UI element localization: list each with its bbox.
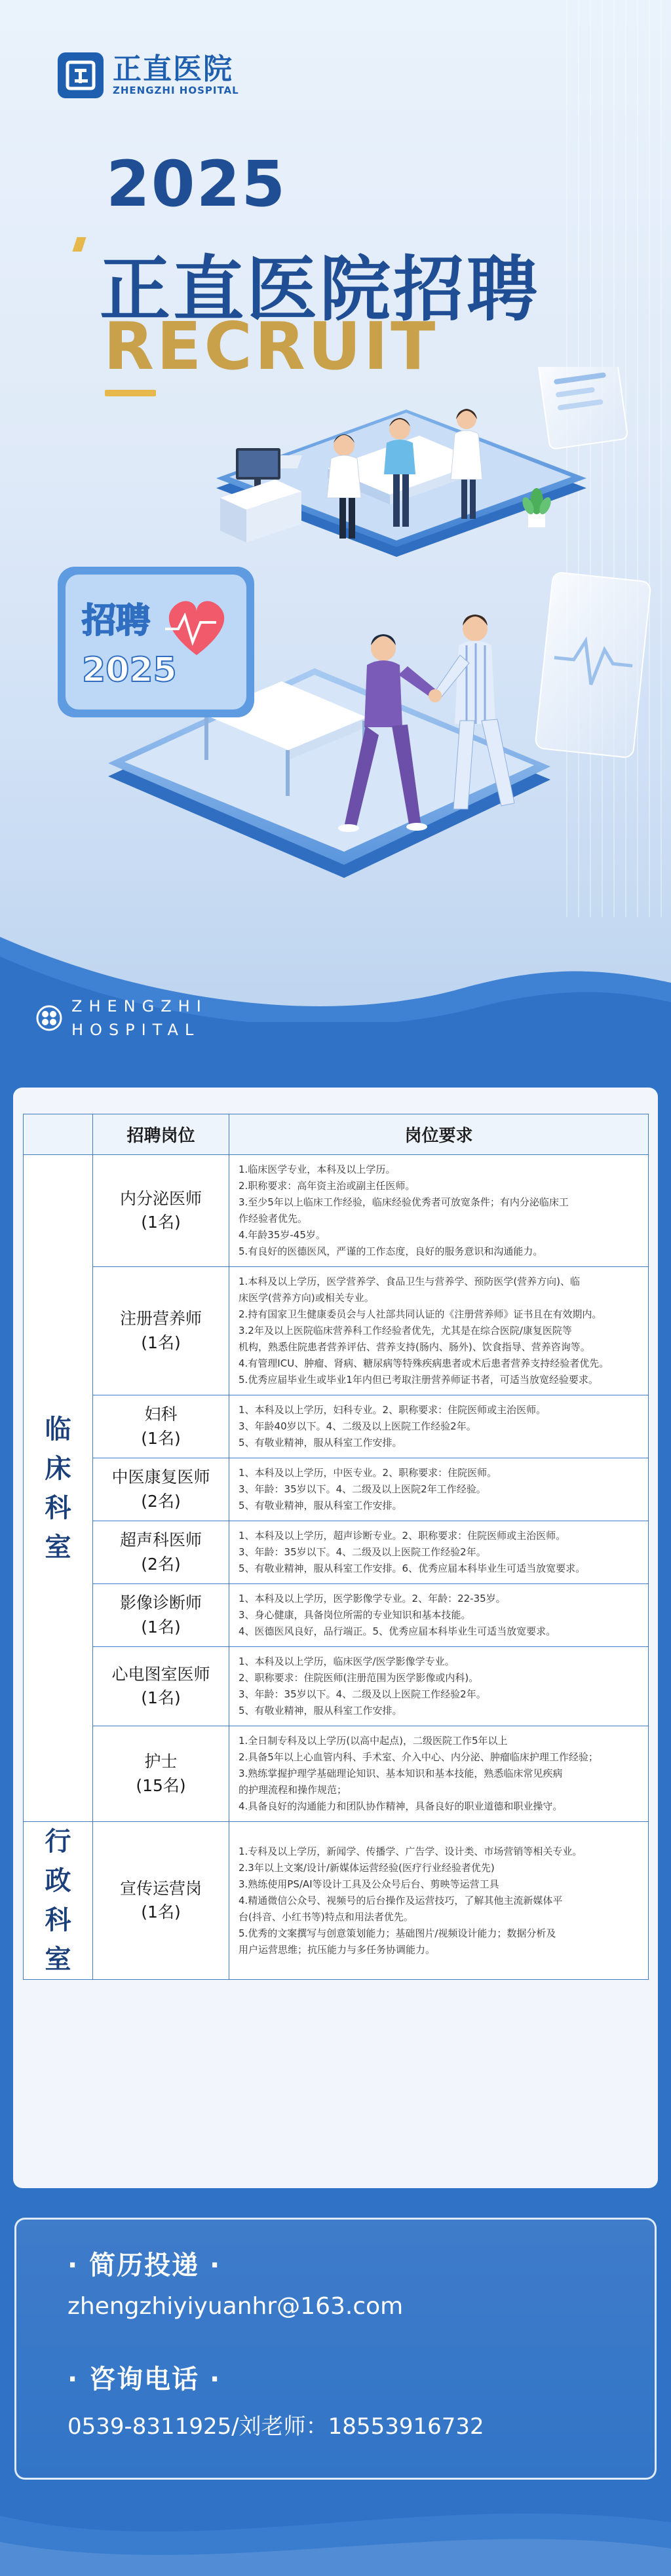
requirements-cell bbox=[229, 1822, 649, 1980]
requirements-cell bbox=[229, 1647, 649, 1726]
page-title-en: RECRUIT bbox=[104, 308, 438, 385]
table-header-row bbox=[24, 1114, 649, 1155]
requirement-line: 床医学(营养方向)或相关专业。 bbox=[239, 1292, 374, 1304]
requirement-line: 用户运营思维；抗压能力与多任务协调能力。 bbox=[239, 1943, 436, 1956]
position-title: 影像诊断师 bbox=[119, 1593, 202, 1613]
requirement-line: 5、有敬业精神，服从科室工作安排。 bbox=[239, 1705, 402, 1716]
ecg-card bbox=[535, 572, 651, 758]
hospital-name-cn: 正直医院 bbox=[113, 52, 233, 86]
position-count: (1名) bbox=[141, 1617, 181, 1637]
requirement-line: 5、有敬业精神，服从科室工作安排。 bbox=[239, 1500, 402, 1511]
job-table-body bbox=[24, 1155, 649, 1980]
position-count: (1名) bbox=[141, 1333, 181, 1352]
requirement-line: 1.临床医学专业，本科及以上学历。 bbox=[239, 1164, 396, 1175]
hospital-mark bbox=[36, 994, 208, 1042]
consultation-platform bbox=[216, 409, 586, 557]
requirement-line: 的护理流程和操作规范； bbox=[239, 1784, 347, 1796]
requirement-line: 2.3年以上文案/设计/新媒体运营经验(医疗行业经验者优先) bbox=[239, 1861, 495, 1874]
requirement-line: 1、本科及以上学历，超声诊断专业。2、职称要求：住院医师或主治医师。 bbox=[239, 1530, 566, 1542]
table-row bbox=[24, 1267, 649, 1395]
position-count: (2名) bbox=[141, 1491, 181, 1511]
position-title: 内分泌医师 bbox=[119, 1188, 202, 1208]
requirement-line: 5.优秀应届毕业生或毕业1年内但已考取注册营养师证书者，可适当放宽经验要求。 bbox=[239, 1374, 598, 1386]
requirement-line: 1、本科及以上学历，医学影像学专业。2、年龄：22-35岁。 bbox=[239, 1593, 506, 1604]
hospital-name-en: ZHENGZHI HOSPITAL bbox=[113, 85, 239, 97]
position-title: 护士 bbox=[144, 1752, 178, 1771]
requirement-line: 1、本科及以上学历，中医专业。2、职称要求：住院医师。 bbox=[239, 1467, 497, 1479]
recruit-year: 2025 bbox=[106, 147, 287, 221]
requirement-line: 3.至少5年以上临床工作经验，临床经验优秀者可放宽条件；有内分泌临床工 bbox=[239, 1196, 569, 1208]
requirement-line: 台(抖音、小红书等)特点和用法者优先。 bbox=[239, 1910, 413, 1923]
requirement-line: 3.熟练使用PS/AI等设计工具及公众号后台、剪映等运营工具 bbox=[239, 1878, 499, 1890]
header-requirements: 岗位要求 bbox=[229, 1114, 649, 1155]
requirement-line: 3、年龄40岁以下。4、二级及以上医院工作经验2年。 bbox=[239, 1420, 476, 1432]
requirement-line: 3.2年及以上医院临床营养科工作经验者优先，尤其是在综合医院/康复医院等 bbox=[239, 1325, 572, 1336]
header-position: 招聘岗位 bbox=[93, 1114, 229, 1155]
requirements-cell bbox=[229, 1521, 649, 1584]
hospital-mark-line2: HOSPITAL bbox=[71, 1021, 201, 1039]
gold-accent-mark bbox=[72, 237, 86, 252]
position-title: 超声科医师 bbox=[119, 1530, 202, 1550]
requirement-line: 2.具备5年以上心血管内科、手术室、介入中心、内分泌、肿瘤临床护理工作经验； bbox=[239, 1751, 598, 1763]
table-row bbox=[24, 1647, 649, 1726]
table-row bbox=[24, 1521, 649, 1584]
position-cell bbox=[93, 1155, 229, 1267]
position-count: (15名) bbox=[136, 1775, 186, 1795]
requirements-cell bbox=[229, 1267, 649, 1395]
requirement-line: 3、身心健康，具备岗位所需的专业知识和基本技能。 bbox=[239, 1609, 471, 1621]
phone-label: · 咨询电话 · bbox=[67, 2364, 221, 2395]
department-cell: 临床科室 bbox=[24, 1155, 93, 1822]
hospital-mark-line1: ZHENGZHI bbox=[71, 997, 208, 1015]
position-cell bbox=[93, 1647, 229, 1726]
requirement-line: 1.本科及以上学历，医学营养学、食品卫生与营养学、预防医学(营养方向)、临 bbox=[239, 1276, 581, 1287]
requirement-line: 4.具备良好的沟通能力和团队协作精神，具备良好的职业道德和职业操守。 bbox=[239, 1800, 563, 1812]
requirements-cell bbox=[229, 1726, 649, 1822]
requirement-line: 机构，熟悉住院患者营养评估、营养支持(肠内、肠外)、饮食指导、营养咨询等。 bbox=[239, 1341, 590, 1353]
hospital-illustration bbox=[0, 367, 671, 957]
table-row bbox=[24, 1584, 649, 1647]
contact-email[interactable]: zhengzhiyiyuanhr@163.com bbox=[67, 2293, 404, 2320]
footer-wave bbox=[0, 2490, 671, 2576]
hospital-cross-icon bbox=[36, 1005, 62, 1031]
table-row bbox=[24, 1395, 649, 1458]
requirement-line: 5、有敬业精神，服从科室工作安排。 bbox=[239, 1437, 402, 1449]
requirements-cell bbox=[229, 1584, 649, 1647]
requirement-line: 1.专科及以上学历，新闻学、传播学、广告学、设计类、市场营销等相关专业。 bbox=[239, 1845, 583, 1857]
department-cell: 行政科室 bbox=[24, 1822, 93, 1980]
table-row bbox=[24, 1822, 649, 1980]
requirement-line: 4、医德医风良好，品行端正。5、优秀应届本科毕业生可适当放宽要求。 bbox=[239, 1625, 556, 1637]
requirements-cell bbox=[229, 1458, 649, 1521]
requirement-line: 3.熟练掌握护理学基础理论知识、基本知识和基本技能，熟悉临床常见疾病 bbox=[239, 1768, 563, 1779]
recruit-sign bbox=[58, 567, 254, 717]
position-cell bbox=[93, 1267, 229, 1395]
position-count: (1名) bbox=[141, 1688, 181, 1707]
hero-section bbox=[0, 0, 671, 1022]
requirement-line: 1、本科及以上学历，妇科专业。2、职称要求：住院医师或主治医师。 bbox=[239, 1404, 546, 1416]
requirement-line: 3、年龄：35岁以下。4、二级及以上医院工作经验2年。 bbox=[239, 1546, 486, 1558]
requirement-line: 2、职称要求：住院医师(注册范围为医学影像或内科)。 bbox=[239, 1672, 479, 1684]
sign-text-cn: 招聘 bbox=[82, 601, 151, 641]
table-row bbox=[24, 1726, 649, 1822]
requirement-line: 2.持有国家卫生健康委员会与人社部共同认证的《注册营养师》证书且在有效期内。 bbox=[239, 1308, 602, 1320]
requirement-line: 5.优秀的文案撰写与创意策划能力；基础图片/视频设计能力；数据分析及 bbox=[239, 1927, 556, 1939]
hospital-logo bbox=[58, 52, 239, 98]
requirement-line: 5.有良好的医德医风，严谨的工作态度，良好的服务意识和沟通能力。 bbox=[239, 1245, 543, 1257]
position-title: 心电图室医师 bbox=[111, 1664, 210, 1684]
position-cell bbox=[93, 1584, 229, 1647]
table-row bbox=[24, 1155, 649, 1267]
requirement-line: 作经验者优先。 bbox=[239, 1213, 308, 1224]
position-cell bbox=[93, 1458, 229, 1521]
document-card bbox=[538, 367, 628, 449]
contact-phone[interactable]: 0539-8311925/刘老师：18553916732 bbox=[67, 2414, 484, 2440]
position-count: (2名) bbox=[141, 1554, 181, 1574]
page-title: 正直医院招聘 bbox=[100, 249, 541, 331]
position-title: 注册营养师 bbox=[119, 1309, 202, 1329]
sign-text-year: 2025 bbox=[82, 651, 177, 690]
position-title: 宣传运营岗 bbox=[119, 1878, 202, 1898]
table-row bbox=[24, 1458, 649, 1521]
position-cell bbox=[93, 1521, 229, 1584]
position-cell bbox=[93, 1726, 229, 1822]
requirements-cell bbox=[229, 1395, 649, 1458]
requirement-line: 1.全日制专科及以上学历(以高中起点)，二级医院工作5年以上 bbox=[239, 1735, 508, 1747]
resume-label: · 简历投递 · bbox=[67, 2250, 221, 2281]
requirements-cell bbox=[229, 1155, 649, 1267]
position-count: (1名) bbox=[141, 1903, 181, 1922]
requirement-line: 4.年龄35岁-45岁。 bbox=[239, 1229, 326, 1241]
requirement-line: 4.精通微信公众号、视频号的后台操作及运营技巧，了解其他主流新媒体平 bbox=[239, 1894, 563, 1906]
header-dept bbox=[24, 1114, 93, 1155]
requirement-line: 5、有敬业精神，服从科室工作安排。6、优秀应届本科毕业生可适当放宽要求。 bbox=[239, 1563, 586, 1574]
position-count: (1名) bbox=[141, 1213, 181, 1232]
requirement-line: 4.有管理ICU、肿瘤、肾病、糖尿病等特殊疾病患者或术后患者营养支持经验者优先。 bbox=[239, 1357, 609, 1369]
recruitment-panel bbox=[13, 1088, 658, 2188]
position-cell bbox=[93, 1822, 229, 1980]
requirement-line: 3、年龄：35岁以下。4、二级及以上医院2年工作经验。 bbox=[239, 1483, 486, 1495]
requirement-line: 1、本科及以上学历，临床医学/医学影像学专业。 bbox=[239, 1656, 455, 1667]
job-table bbox=[23, 1114, 649, 1980]
contact-box bbox=[14, 2218, 657, 2480]
requirement-line: 3、年龄：35岁以下。4、二级及以上医院工作经验2年。 bbox=[239, 1688, 486, 1700]
position-cell bbox=[93, 1395, 229, 1458]
position-title: 妇科 bbox=[144, 1405, 178, 1424]
position-title: 中医康复医师 bbox=[111, 1468, 210, 1487]
position-count: (1名) bbox=[141, 1428, 181, 1448]
requirement-line: 2.职称要求：高年资主治或副主任医师。 bbox=[239, 1180, 415, 1192]
hospital-logo-icon bbox=[58, 52, 104, 98]
